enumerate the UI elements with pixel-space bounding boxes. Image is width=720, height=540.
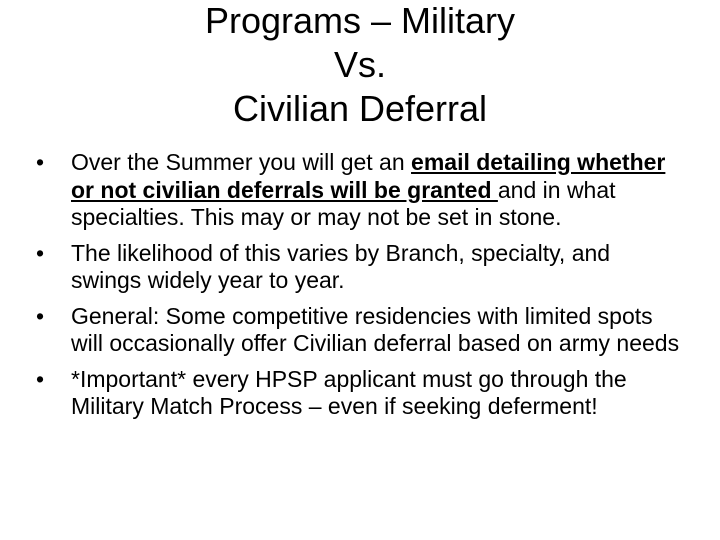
bullet-text: General: Some competitive residencies with limited spots will occasionally offer Civilian deferral based on army needs bbox=[71, 302, 680, 356]
bullet-item-email-deferrals bbox=[36, 149, 686, 232]
bullet-icon: • bbox=[36, 365, 45, 392]
bullet-item-general bbox=[36, 303, 686, 358]
bullet-icon: • bbox=[36, 302, 45, 329]
bullet-list bbox=[36, 149, 686, 429]
bullet-text-after: and in what specialties. This may or may not be set in stone. bbox=[71, 176, 616, 230]
bullet-item-likelihood bbox=[36, 240, 686, 295]
bullet-icon: • bbox=[36, 239, 45, 266]
bullet-icon: • bbox=[36, 149, 45, 175]
title-line-3: Civilian Deferral bbox=[232, 88, 488, 129]
bullet-text: The likelihood of this varies by Branch, specialty, and swings widely year to year. bbox=[71, 239, 611, 293]
bullet-text-before: Over the Summer you will get an bbox=[71, 149, 412, 175]
title-line-2: Vs. bbox=[333, 44, 386, 85]
slide-title bbox=[0, 0, 720, 131]
bullet-text-underlined: email detailing whether or not civilian deferrals will be granted bbox=[71, 149, 666, 203]
bullet-text: *Important* every HPSP applicant must go through the Military Match Process – even if seeking deferment! bbox=[71, 365, 627, 419]
bullet-item-important bbox=[36, 366, 686, 421]
title-line-1: Programs – Military bbox=[204, 0, 516, 41]
